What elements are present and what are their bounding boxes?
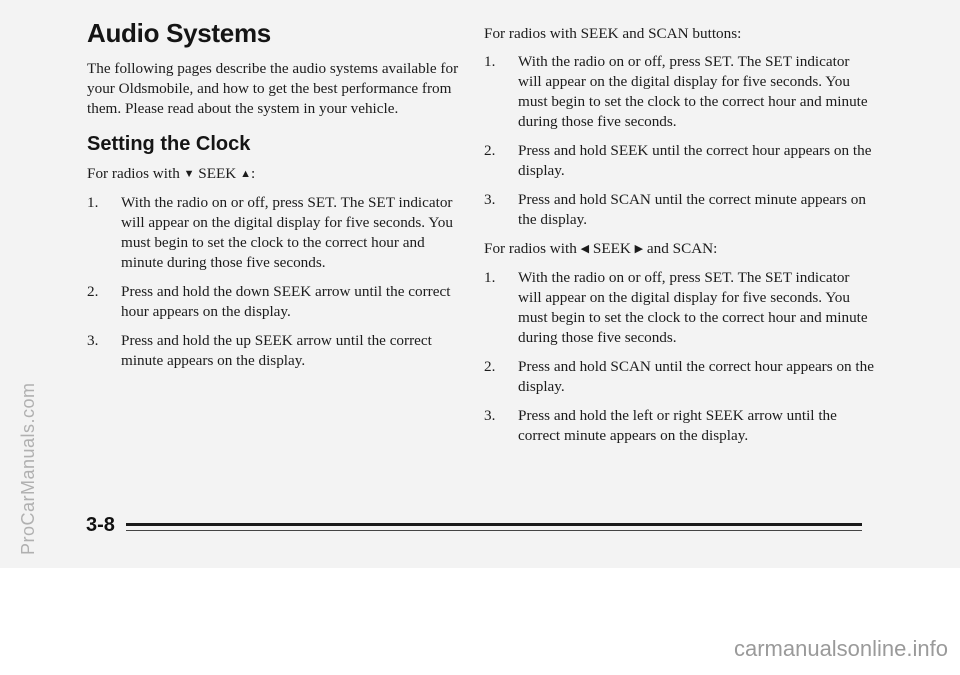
step-number: 3.	[484, 191, 496, 208]
step-text: Press and hold the up SEEK arrow until the correct minute appears on the display.	[121, 332, 432, 369]
steps-list-a	[87, 193, 467, 371]
lead-post: :	[250, 165, 256, 182]
lead-seek-scan: For radios with SEEK and SCAN buttons:	[484, 25, 742, 42]
list-item	[484, 268, 874, 348]
triangle-left-icon: ◀	[580, 243, 590, 255]
list-item	[87, 331, 467, 371]
bottom-watermark: carmanualsonline.info	[733, 636, 948, 661]
step-text: With the radio on or off, press SET. The SET indicator will appear on the digital display for five seconds. You must begin to set the clock to the correct hour and minute during those five seconds.	[121, 194, 453, 271]
footer-rule-thin	[126, 530, 862, 531]
triangle-right-icon: ▶	[634, 243, 644, 255]
list-item	[484, 357, 874, 397]
step-text: Press and hold SEEK until the correct hour appears on the display.	[518, 142, 872, 179]
list-item	[87, 193, 467, 273]
step-number: 2.	[87, 283, 99, 300]
lead2-pre: For radios with	[484, 240, 577, 257]
list-item	[484, 406, 874, 446]
lead2-seek: SEEK	[592, 240, 631, 257]
list-item	[484, 52, 874, 132]
triangle-down-icon: ▼	[183, 168, 195, 180]
step-text: Press and hold the left or right SEEK arrow until the correct minute appears on the display.	[518, 407, 837, 444]
left-column	[87, 18, 467, 380]
footer-rule-thick	[126, 523, 862, 526]
lead-pre: For radios with	[87, 165, 180, 182]
step-number: 2.	[484, 358, 496, 375]
lead-seek: SEEK	[198, 165, 237, 182]
page-number: 3-8	[86, 514, 115, 536]
steps-list-b	[484, 52, 874, 230]
step-text: With the radio on or off, press SET. The SET indicator will appear on the digital display for five seconds. You must begin to set the clock to the correct hour and minute during those five seconds.	[518, 53, 868, 130]
lead-seek-arrows	[87, 164, 467, 185]
list-item	[87, 282, 467, 322]
step-number: 3.	[87, 332, 99, 349]
step-text: Press and hold the down SEEK arrow until the correct hour appears on the display.	[121, 283, 451, 320]
triangle-up-icon: ▲	[240, 168, 251, 180]
step-number: 2.	[484, 142, 496, 159]
step-text: Press and hold SCAN until the correct hour appears on the display.	[518, 358, 874, 395]
page-title: Audio Systems	[87, 18, 271, 48]
right-column	[484, 22, 874, 455]
lead-seek-lr-scan	[484, 239, 874, 260]
side-watermark: ProCarManuals.com	[18, 382, 38, 555]
steps-list-c	[484, 268, 874, 446]
step-text: Press and hold SCAN until the correct minute appears on the display.	[518, 191, 866, 228]
step-number: 1.	[484, 53, 496, 70]
step-number: 1.	[484, 269, 496, 286]
step-text: With the radio on or off, press SET. The SET indicator will appear on the digital display for five seconds. You must begin to set the clock to the correct hour and minute during those five seconds.	[518, 269, 868, 346]
step-number: 1.	[87, 194, 99, 211]
intro-paragraph: The following pages describe the audio systems available for your Oldsmobile, and how to get the best performance from them. Please read about the system in your vehicle.	[87, 60, 459, 117]
lead2-post: and SCAN:	[646, 240, 718, 257]
step-number: 3.	[484, 407, 496, 424]
list-item	[484, 141, 874, 181]
list-item	[484, 190, 874, 230]
section-heading: Setting the Clock	[87, 133, 251, 155]
